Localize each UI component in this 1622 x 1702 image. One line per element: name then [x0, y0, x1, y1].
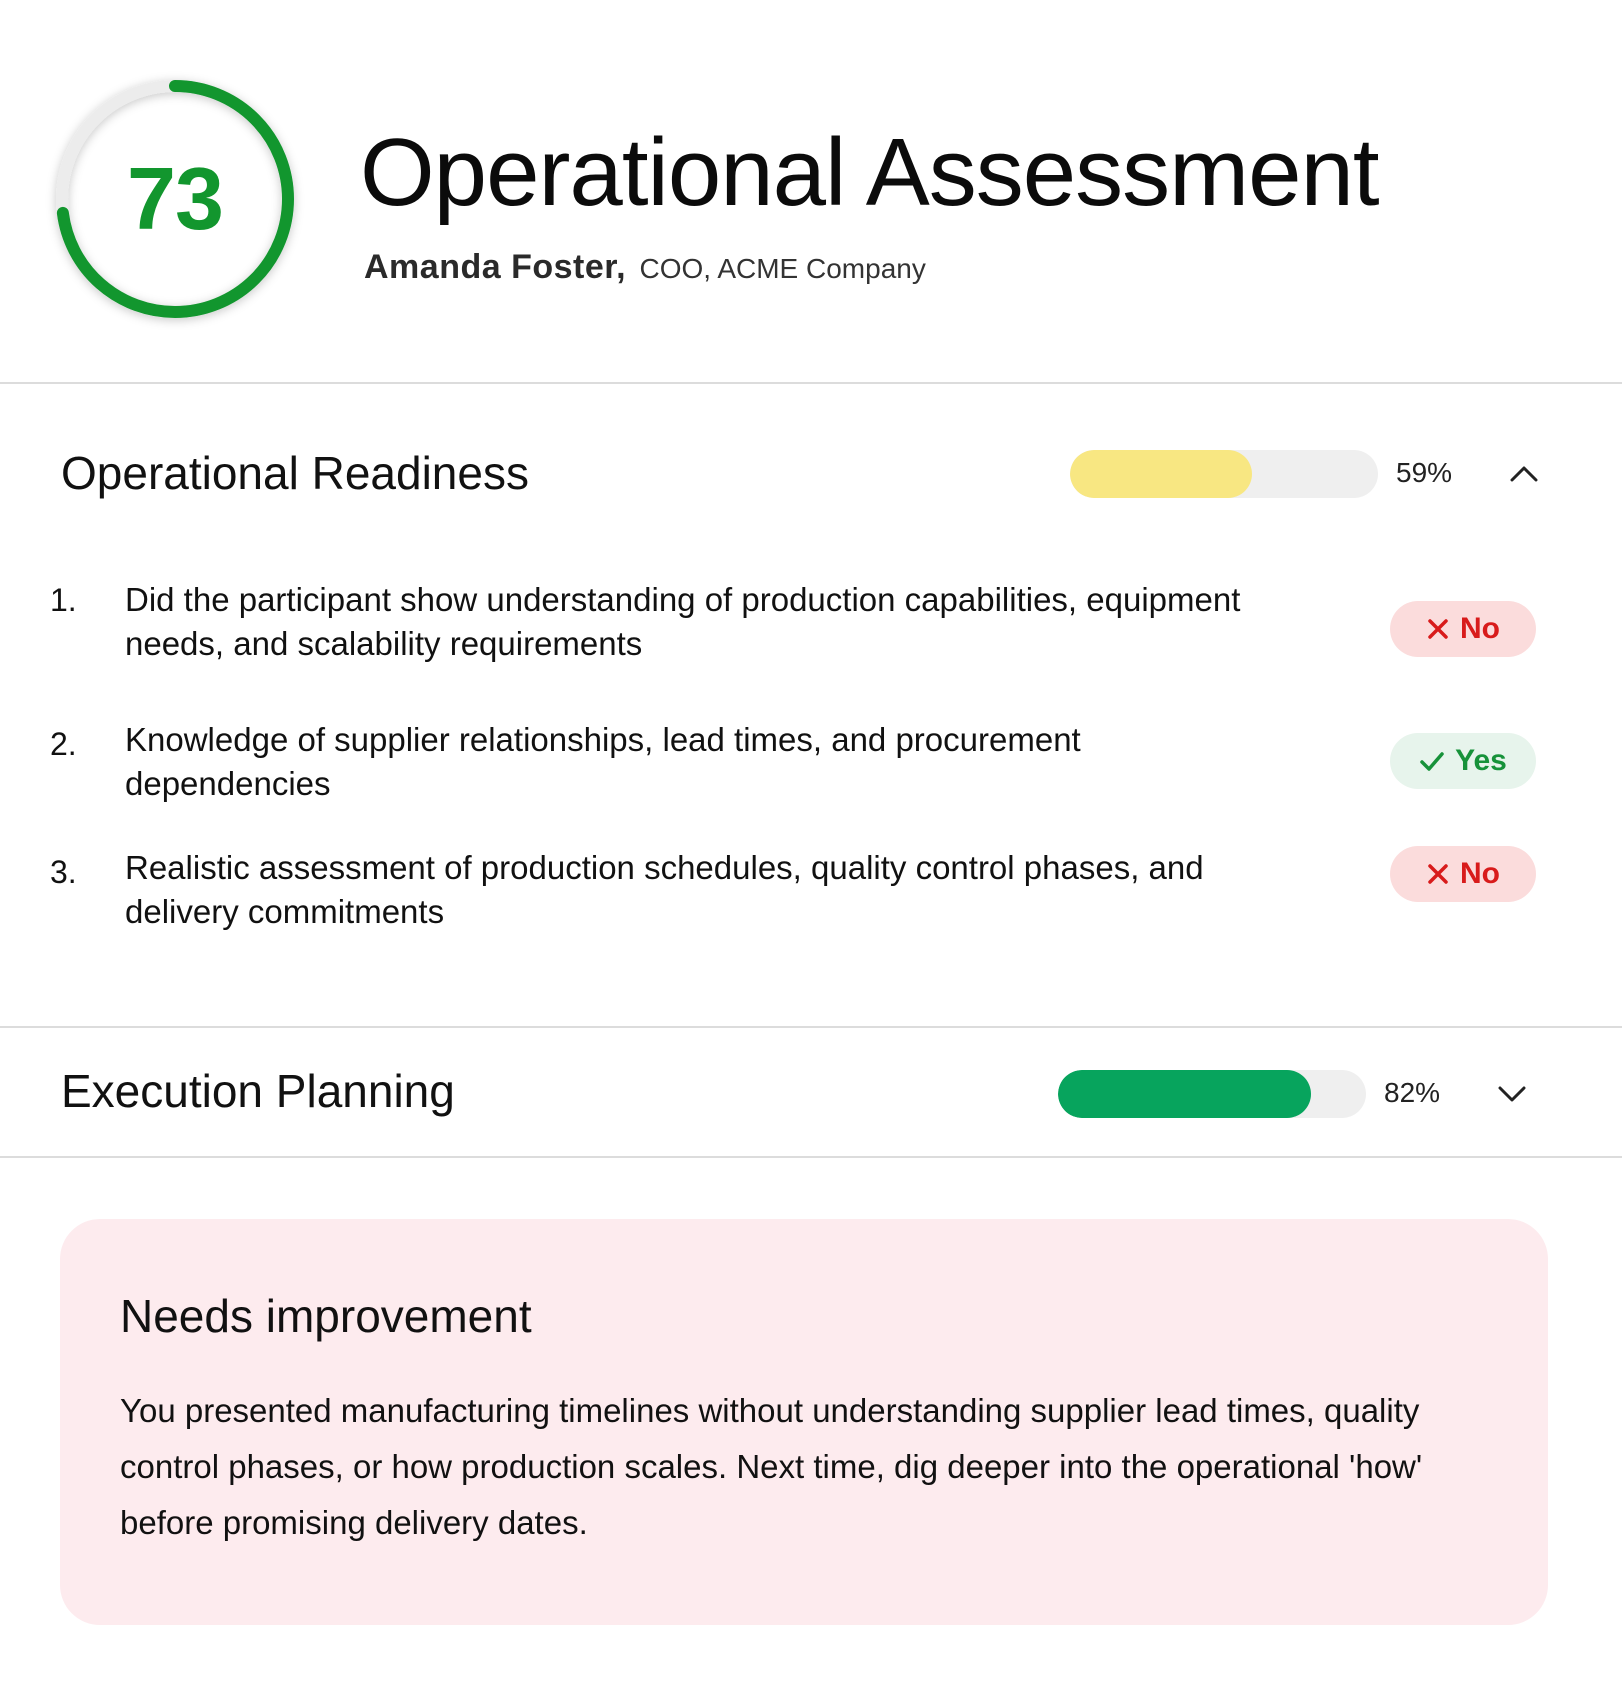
question-text: Did the participant show understanding of production capabilities, equipment needs, and scalability requirements [125, 581, 1241, 662]
question-number: 2. [50, 726, 77, 762]
progress-percent: 82% [1384, 1077, 1441, 1108]
question-text: Realistic assessment of production schedules, quality control phases, and delivery commitments [125, 849, 1204, 930]
participant-name: Amanda Foster, [364, 248, 627, 286]
feedback-card [60, 1219, 1548, 1625]
feedback-heading: Needs improvement [120, 1290, 532, 1342]
section-title: Operational Readiness [61, 447, 529, 499]
chevron-down-icon [1495, 1077, 1529, 1111]
answer-label: No [1460, 612, 1500, 645]
question-text: Knowledge of supplier relationships, lead times, and procurement dependencies [125, 721, 1081, 802]
participant-info [364, 248, 926, 287]
answer-label: No [1460, 857, 1500, 890]
x-icon [1426, 617, 1450, 641]
feedback-body: You presented manufacturing timelines without understanding supplier lead times, quality control phases, or how production scales. Next time, dig deeper into the operational 'how' before promising delivery dates. [120, 1392, 1423, 1541]
divider [0, 382, 1622, 384]
participant-role: COO, ACME Company [639, 253, 926, 284]
section-title: Execution Planning [61, 1065, 455, 1117]
progress-bar-fill [1058, 1070, 1311, 1118]
answer-badge-no [1390, 846, 1536, 902]
question-number: 1. [50, 582, 77, 618]
answer-badge-no [1390, 601, 1536, 657]
progress-bar-fill [1070, 450, 1252, 498]
answer-badge-yes [1390, 733, 1536, 789]
progress-bar [1058, 1070, 1366, 1118]
x-icon [1426, 862, 1450, 886]
check-icon [1419, 749, 1445, 773]
assessment-header [0, 0, 1622, 383]
question-number: 3. [50, 854, 77, 890]
section-operational-readiness[interactable] [0, 440, 1622, 512]
section-execution-planning[interactable] [0, 1058, 1622, 1130]
chevron-up-icon [1507, 457, 1541, 491]
page-title: Operational Assessment [360, 119, 1379, 226]
progress-percent: 59% [1396, 457, 1453, 488]
answer-label: Yes [1455, 744, 1507, 777]
expand-toggle[interactable] [1488, 1070, 1536, 1118]
score-value: 73 [127, 149, 223, 248]
progress-bar [1070, 450, 1378, 498]
divider [0, 1026, 1622, 1028]
divider [0, 1156, 1622, 1158]
collapse-toggle[interactable] [1500, 450, 1548, 498]
